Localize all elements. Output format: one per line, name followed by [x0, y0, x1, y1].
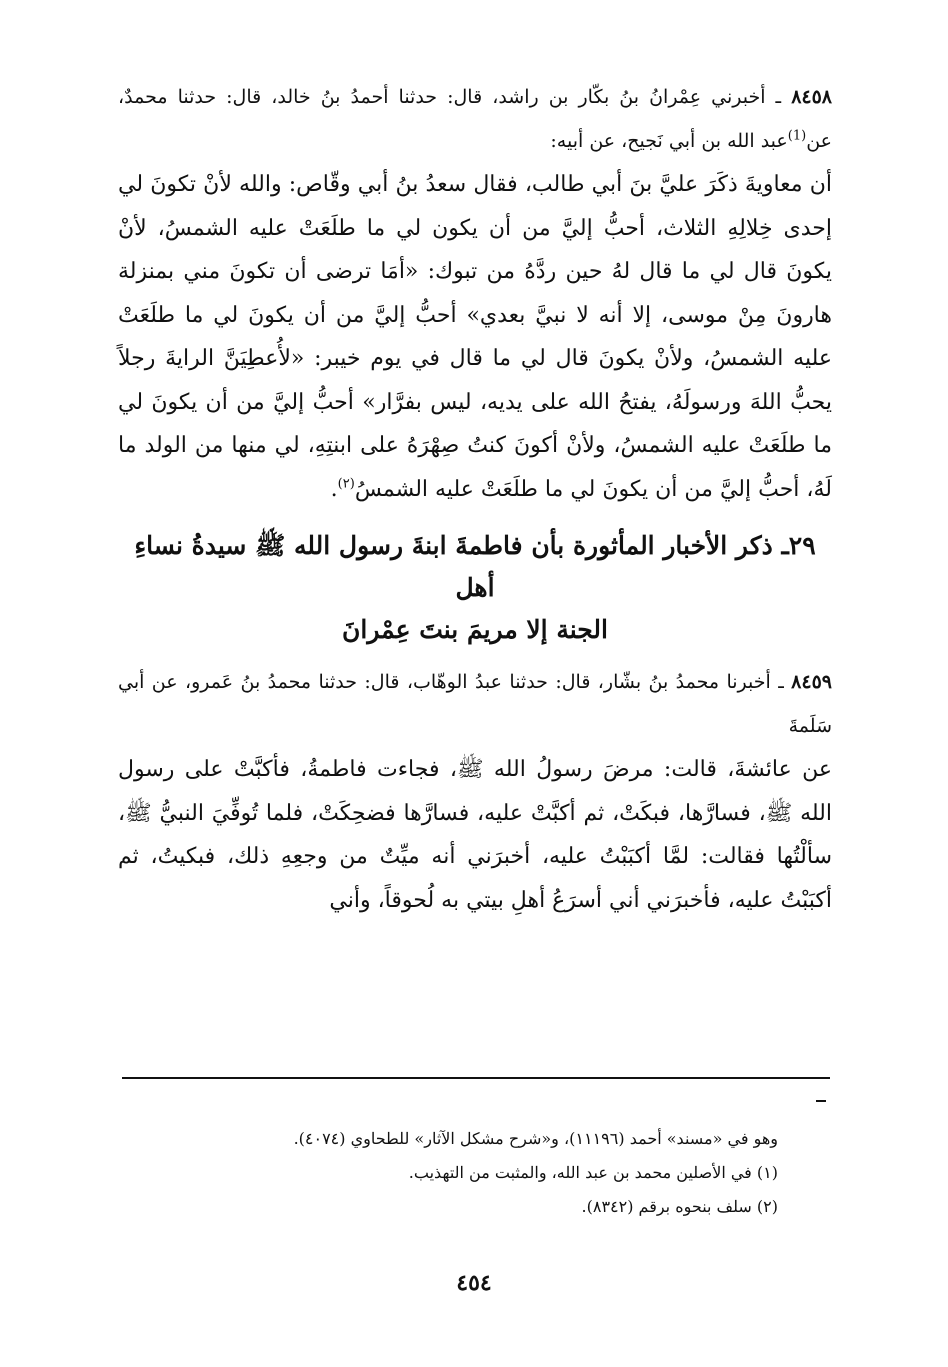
matn-text: أن معاويةَ ذكَرَ عليَّ بنَ أبي طالب، فقال سعدُ بنُ أبي وقّاص: والله لأنْ تكونَ لي إحدى خِلالِهِ الثلاث، أحبُّ إليَّ من أن يكون لي ما طلَعَتْ عليه الشمسُ، لأنْ يكونَ قال لي ما قال لهُ حين ردَّهُ من تبوك: «أمَا ترضى أن تكونَ مني بمنزلة هارونَ مِنْ موسى، إلا أنه لا نبيَّ بعدي» أحبُّ إليَّ من أن يكونَ لي ما طلَعَتْ عليه الشمسُ، ولأنْ يكونَ قال لي ما قال في يوم خيبر: «لأُعطِيَنَّ الرايةَ رجلاً يحبُّ اللهَ ورسولَهُ، يفتحُ الله على يديه، ليس بفرَّار» أحبُّ إليَّ من أن يكونَ لي ما طلَعَتْ عليه الشمسُ، ولأنْ أكونَ كنتُ صِهْرَهُ على ابنتِهِ، لي منها من الولد ما لَهُ، أحبُّ إليَّ من أن يكونَ لي ما طلَعَتْ عليه الشمسُ — [118, 172, 832, 502]
hadith-8458-isnad — [118, 76, 832, 163]
hadith-number: ٨٤٥٨ — [791, 86, 833, 108]
hadith-number: ٨٤٥٩ — [791, 671, 832, 693]
footnote-2: (٢) سلف بنحوه برقم (٨٣٤٢). — [581, 1197, 778, 1216]
footnote-ref: (1) — [787, 128, 807, 144]
footnote-ref: (٢) — [337, 476, 355, 492]
footnote-separator — [122, 1077, 830, 1079]
footnote-1: (١) في الأصلين محمد بن عبد الله، والمثبت من التهذيب. — [408, 1163, 778, 1182]
hadith-8459-isnad — [118, 661, 832, 748]
page-number: ٤٥٤ — [456, 1270, 492, 1296]
chapter-heading-line-2: الجنة إلا مريمَ بنتَ عِمْرانَ — [342, 615, 608, 644]
footnote-continued: وهو في «مسند» أحمد (١١١٩٦)، و«شرح مشكل الآثار» للطحاوي (٤٠٧٤). — [293, 1129, 778, 1148]
matn-end: . — [330, 476, 338, 502]
footnotes — [118, 1122, 818, 1224]
page-body — [118, 76, 832, 922]
isnad-text-end: عبد الله بن أبي نَجيح، عن أبيه: — [550, 129, 788, 152]
isnad-text: ـ أخبرنا محمدُ بنُ بشّار، قال: حدثنا عبدُ الوهّاب، قال: حدثنا محمدُ بنُ عَمرو، عن أبي سَلَمةَ — [118, 671, 832, 737]
chapter-heading — [118, 525, 832, 651]
hadith-8459-matn — [118, 748, 832, 922]
continuation-dash — [816, 1100, 826, 1102]
hadith-8458-matn — [118, 163, 832, 511]
isnad-text: ـ أخبرني عِمْرانُ بنُ بكّار بن راشد، قال: حدثنا أحمدُ بنُ خالد، قال: حدثنا محمدٌ، عن — [118, 86, 832, 152]
chapter-heading-line-1: ٢٩ـ ذكر الأخبار المأثورة بأن فاطمةَ ابنةَ رسول الله ﷺ سيدةُ نساءِ أهل — [134, 531, 816, 602]
matn-text: عن عائشةَ، قالت: مرضَ رسولُ الله ﷺ، فجاءت فاطمةُ، فأكبَّتْ على رسول الله ﷺ، فسارَّها، فبكَتْ، ثم أكبَّتْ عليه، فسارَّها فضحِكَتْ، فلما تُوفِّيَ النبيُّ ﷺ، سألْتُها فقالت: لمَّا أكبَبْتُ عليه، أخبرَني أنه ميِّتٌ من وجعِهِ ذلك، فبكيتُ، ثم أكبَبْتُ عليه، فأخبرَني أني أسرَعُ أهلِ بيتي به لُحوقاً، وأني — [118, 757, 832, 913]
